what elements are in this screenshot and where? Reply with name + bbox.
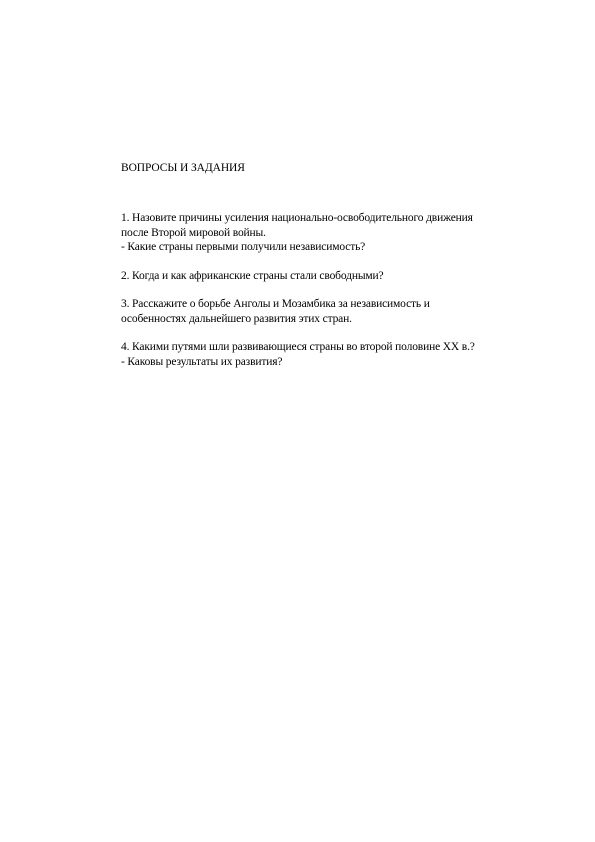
- question-2-line-1: 2. Когда и как африканские страны стали свободными?: [121, 269, 384, 282]
- questions-list: [121, 211, 541, 369]
- question-1-line-3: - Какие страны первыми получили независимость?: [121, 241, 366, 253]
- question-1-line-1: 1. Назовите причины усиления национально-освободительного движения: [121, 212, 473, 224]
- question-4-line-1: 4. Какими путями шли развивающиеся страны во второй половине XX в.?: [121, 341, 475, 353]
- question-item-3: [121, 297, 541, 326]
- question-4-line-2: - Каковы результаты их развития?: [121, 355, 283, 368]
- question-item-2: [121, 269, 541, 284]
- question-3-line-2: особенностях дальнейшего развития этих стран.: [121, 312, 352, 325]
- question-item-4: [121, 340, 541, 369]
- question-item-1: [121, 211, 541, 255]
- question-3-line-1: 3. Расскажите о борьбе Анголы и Мозамбика за независимость и: [121, 298, 430, 310]
- section-heading: ВОПРОСЫ И ЗАДАНИЯ: [121, 162, 245, 174]
- question-1-line-2: после Второй мировой войны.: [121, 226, 266, 239]
- document-content: [121, 161, 541, 383]
